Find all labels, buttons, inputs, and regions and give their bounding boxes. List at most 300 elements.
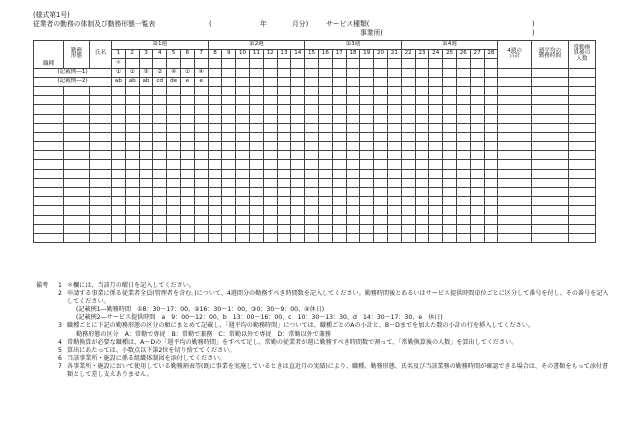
note-number <box>58 314 67 322</box>
day-cell <box>139 105 153 114</box>
day-cell <box>112 68 126 77</box>
weekday-cell <box>443 59 457 68</box>
day-cell <box>139 123 153 132</box>
day-cell <box>360 132 374 141</box>
cell-job <box>34 215 64 224</box>
day-cell <box>236 188 250 197</box>
day-label: 7 <box>199 50 203 57</box>
day-cell <box>332 206 346 215</box>
day-cell <box>167 86 181 95</box>
cell-4week-total <box>498 77 532 86</box>
week-header <box>401 41 498 50</box>
day-cell <box>236 68 250 77</box>
weekday-cell <box>332 59 346 68</box>
day-cell <box>443 224 457 233</box>
day-cell <box>180 215 194 224</box>
day-cell <box>112 233 126 242</box>
day-cell <box>484 233 498 242</box>
day-cell <box>167 233 181 242</box>
cell-work-form <box>64 188 90 197</box>
weekday-cell <box>429 59 443 68</box>
day-cell <box>429 86 443 95</box>
cell-job <box>34 188 64 197</box>
cell-fte <box>568 224 595 233</box>
day-cell <box>194 68 208 77</box>
shift-code: ① <box>129 68 135 75</box>
cell-4week-total <box>498 132 532 141</box>
day-cell <box>360 169 374 178</box>
day-cell <box>208 233 222 242</box>
day-cell <box>125 178 139 187</box>
cell-work-form <box>64 142 90 151</box>
day-cell <box>374 206 388 215</box>
day-cell <box>346 132 360 141</box>
day-cell <box>484 160 498 169</box>
day-cell <box>139 178 153 187</box>
day-number <box>346 50 360 59</box>
note-text: 申請する事業に係る従業者全員(管理者を含む。)について、4週間分の勤務すべき時間数を記入してください。勤務時間後とあるいはサービス提供時間単位ごとに区分して番号を付し、その番号を記入してください。 <box>67 290 609 306</box>
note-number <box>58 331 67 339</box>
day-cell <box>222 160 236 169</box>
day-cell <box>277 77 291 86</box>
day-cell <box>374 215 388 224</box>
day-cell <box>139 233 153 242</box>
day-cell <box>429 142 443 151</box>
day-cell <box>139 224 153 233</box>
day-cell <box>415 123 429 132</box>
day-cell <box>263 77 277 86</box>
day-cell <box>277 215 291 224</box>
cell-work-form <box>64 169 90 178</box>
day-cell <box>153 160 167 169</box>
day-cell <box>387 151 401 160</box>
cell-weekly-average <box>531 114 568 123</box>
day-cell <box>429 224 443 233</box>
day-cell <box>470 105 484 114</box>
day-cell <box>456 197 470 206</box>
day-cell <box>291 123 305 132</box>
day-cell <box>208 188 222 197</box>
day-cell <box>180 197 194 206</box>
cell-fte <box>568 132 595 141</box>
day-cell <box>153 142 167 151</box>
day-cell <box>249 114 263 123</box>
day-cell <box>153 132 167 141</box>
day-cell <box>125 132 139 141</box>
day-cell <box>112 123 126 132</box>
cell-work-form <box>64 86 90 95</box>
day-cell <box>167 188 181 197</box>
day-cell <box>139 197 153 206</box>
day-cell <box>305 224 319 233</box>
day-cell <box>236 142 250 151</box>
day-number <box>318 50 332 59</box>
day-cell <box>249 233 263 242</box>
col-fte <box>568 41 595 69</box>
cell-weekly-average <box>531 178 568 187</box>
cell-weekly-average <box>531 206 568 215</box>
shift-code: ② <box>157 68 163 75</box>
cell-work-form <box>64 151 90 160</box>
day-cell <box>263 96 277 105</box>
shift-code: e <box>199 78 203 85</box>
day-label: 2 <box>130 50 134 57</box>
cell-name <box>90 96 112 105</box>
day-cell <box>318 160 332 169</box>
day-cell <box>153 197 167 206</box>
note-text: 勤務形態の区分 A：常勤で専従 B：常勤で兼務 C：常勤以外で専従 D：常勤以外で兼務 <box>76 330 331 338</box>
shift-code: cd <box>156 78 164 85</box>
day-cell <box>194 151 208 160</box>
day-cell <box>167 151 181 160</box>
day-cell <box>194 86 208 95</box>
day-cell <box>318 105 332 114</box>
day-cell <box>429 197 443 206</box>
day-cell <box>291 206 305 215</box>
cell-4week-total <box>498 233 532 242</box>
day-label: 11 <box>252 50 260 57</box>
day-cell <box>291 151 305 160</box>
day-cell <box>429 114 443 123</box>
day-cell <box>429 96 443 105</box>
day-cell <box>456 160 470 169</box>
day-cell <box>194 178 208 187</box>
day-cell <box>180 224 194 233</box>
day-cell <box>456 86 470 95</box>
day-cell <box>167 142 181 151</box>
cell-4week-total <box>498 114 532 123</box>
day-cell <box>153 86 167 95</box>
day-number <box>167 50 181 59</box>
day-cell <box>125 169 139 178</box>
day-cell <box>222 178 236 187</box>
day-cell <box>153 96 167 105</box>
table-row <box>34 188 596 197</box>
day-cell <box>374 96 388 105</box>
cell-fte <box>568 114 595 123</box>
cell-work-form <box>64 224 90 233</box>
cell-4week-total <box>498 178 532 187</box>
day-cell <box>360 151 374 160</box>
weekday-cell <box>484 59 498 68</box>
day-cell <box>346 224 360 233</box>
table-row <box>34 197 596 206</box>
day-cell <box>222 224 236 233</box>
cell-name <box>90 142 112 151</box>
day-cell <box>153 188 167 197</box>
day-cell <box>318 123 332 132</box>
day-cell <box>470 206 484 215</box>
cell-text: 形態 <box>70 53 83 60</box>
day-cell <box>318 68 332 77</box>
day-cell <box>277 197 291 206</box>
day-cell <box>180 188 194 197</box>
day-cell <box>387 224 401 233</box>
day-cell <box>360 233 374 242</box>
day-cell <box>305 215 319 224</box>
day-label: 27 <box>473 50 481 57</box>
day-cell <box>401 233 415 242</box>
week-label: 第3週 <box>345 41 361 48</box>
day-cell <box>167 169 181 178</box>
cell-work-form <box>64 96 90 105</box>
day-cell <box>180 206 194 215</box>
day-cell <box>208 132 222 141</box>
day-cell <box>208 206 222 215</box>
day-cell <box>180 77 194 86</box>
day-label: 28 <box>487 50 495 57</box>
day-cell <box>194 142 208 151</box>
shift-code: e <box>185 78 190 85</box>
day-cell <box>346 151 360 160</box>
day-cell <box>374 86 388 95</box>
day-cell <box>139 169 153 178</box>
cell-text: 常勤換 <box>573 44 591 51</box>
day-cell <box>484 151 498 160</box>
note-text: 当該事業所・施設に係る組織体制図を添付してください。 <box>67 354 226 362</box>
day-cell <box>153 123 167 132</box>
day-cell <box>291 233 305 242</box>
day-cell <box>456 169 470 178</box>
day-cell <box>429 169 443 178</box>
day-cell <box>277 169 291 178</box>
day-cell <box>277 142 291 151</box>
cell-weekly-average <box>531 233 568 242</box>
day-cell <box>222 142 236 151</box>
weekday-cell <box>305 59 319 68</box>
day-cell <box>374 188 388 197</box>
shift-code: de <box>170 78 178 85</box>
day-cell <box>180 160 194 169</box>
day-cell <box>332 96 346 105</box>
day-cell <box>153 68 167 77</box>
day-cell <box>318 86 332 95</box>
day-cell <box>263 68 277 77</box>
day-cell <box>194 160 208 169</box>
day-cell <box>249 215 263 224</box>
day-cell <box>387 86 401 95</box>
day-cell <box>429 77 443 86</box>
day-number <box>401 50 415 59</box>
day-cell <box>125 105 139 114</box>
day-cell <box>360 105 374 114</box>
day-cell <box>249 68 263 77</box>
day-cell <box>125 233 139 242</box>
day-cell <box>153 233 167 242</box>
day-cell <box>167 206 181 215</box>
day-cell <box>208 224 222 233</box>
day-cell <box>415 151 429 160</box>
day-cell <box>236 151 250 160</box>
day-cell <box>415 86 429 95</box>
note-number <box>58 306 67 314</box>
cell-name <box>90 114 112 123</box>
day-cell <box>125 114 139 123</box>
day-cell <box>332 132 346 141</box>
day-cell <box>443 86 457 95</box>
cell-name <box>90 123 112 132</box>
weekday-cell <box>374 59 388 68</box>
day-cell <box>291 77 305 86</box>
cell-fte <box>568 151 595 160</box>
day-cell <box>277 96 291 105</box>
day-cell <box>249 188 263 197</box>
day-cell <box>387 178 401 187</box>
day-cell <box>415 197 429 206</box>
cell-text: 勤務時間 <box>538 53 562 60</box>
day-cell <box>153 105 167 114</box>
shift-code: ab <box>142 78 150 85</box>
shift-code: ① <box>184 68 190 75</box>
day-cell <box>249 206 263 215</box>
day-cell <box>112 105 126 114</box>
day-cell <box>346 169 360 178</box>
weekday-cell <box>277 59 291 68</box>
day-cell <box>249 123 263 132</box>
day-cell <box>112 86 126 95</box>
day-cell <box>401 215 415 224</box>
day-cell <box>291 68 305 77</box>
day-cell <box>346 77 360 86</box>
day-cell <box>401 142 415 151</box>
day-cell <box>456 224 470 233</box>
day-cell <box>415 233 429 242</box>
day-cell <box>415 188 429 197</box>
cell-name <box>90 197 112 206</box>
day-cell <box>249 178 263 187</box>
cell-work-form <box>64 160 90 169</box>
day-cell <box>194 132 208 141</box>
weekday-cell <box>125 59 139 68</box>
day-cell <box>291 224 305 233</box>
day-number <box>470 50 484 59</box>
day-cell <box>415 68 429 77</box>
cell-fte <box>568 169 595 178</box>
day-cell <box>387 206 401 215</box>
day-cell <box>332 160 346 169</box>
day-cell <box>277 233 291 242</box>
day-cell <box>277 151 291 160</box>
day-cell <box>443 123 457 132</box>
day-cell <box>360 77 374 86</box>
cell-work-form <box>64 178 90 187</box>
day-cell <box>139 160 153 169</box>
day-cell <box>429 151 443 160</box>
page-title: 従業者の勤務の体制及び勤務形態一覧表 <box>33 20 156 28</box>
cell-weekly-average <box>531 96 568 105</box>
day-cell <box>374 114 388 123</box>
day-cell <box>387 96 401 105</box>
day-cell <box>263 206 277 215</box>
day-cell <box>456 178 470 187</box>
cell-job <box>34 169 64 178</box>
day-cell <box>180 68 194 77</box>
week-header <box>112 41 209 50</box>
table-row <box>34 233 596 242</box>
day-cell <box>318 114 332 123</box>
day-cell <box>263 188 277 197</box>
cell-name <box>90 160 112 169</box>
day-label: 17 <box>335 50 343 57</box>
day-cell <box>443 160 457 169</box>
weekday-cell <box>194 59 208 68</box>
cell-name <box>90 188 112 197</box>
day-cell <box>456 215 470 224</box>
note-item <box>58 282 611 290</box>
day-cell <box>194 123 208 132</box>
week-header <box>305 41 402 50</box>
weekday-cell <box>236 59 250 68</box>
day-cell <box>194 96 208 105</box>
day-number <box>208 50 222 59</box>
service-type-close: ) <box>532 20 535 28</box>
day-cell <box>167 123 181 132</box>
day-cell <box>401 114 415 123</box>
weekday-cell <box>112 59 126 68</box>
day-cell <box>277 68 291 77</box>
cell-work-form <box>64 233 90 242</box>
day-cell <box>429 68 443 77</box>
shift-code: ① <box>115 68 121 75</box>
day-cell <box>139 188 153 197</box>
day-cell <box>236 105 250 114</box>
day-cell <box>374 224 388 233</box>
day-cell <box>112 151 126 160</box>
day-cell <box>429 215 443 224</box>
day-cell <box>180 151 194 160</box>
day-number <box>429 50 443 59</box>
day-cell <box>387 105 401 114</box>
day-cell <box>139 114 153 123</box>
shift-code: ab <box>114 78 122 85</box>
day-cell <box>374 169 388 178</box>
day-cell <box>291 197 305 206</box>
day-cell <box>194 188 208 197</box>
day-cell <box>401 160 415 169</box>
day-cell <box>387 68 401 77</box>
cell-name <box>90 215 112 224</box>
col-weekly-average <box>531 41 568 69</box>
cell-fte <box>568 96 595 105</box>
day-cell <box>318 169 332 178</box>
note-number: 6 <box>58 354 62 362</box>
day-number <box>139 50 153 59</box>
day-cell <box>470 114 484 123</box>
day-cell <box>484 68 498 77</box>
day-cell <box>318 77 332 86</box>
day-cell <box>180 169 194 178</box>
day-number <box>360 50 374 59</box>
day-cell <box>346 206 360 215</box>
day-cell <box>263 160 277 169</box>
day-cell <box>194 224 208 233</box>
day-cell <box>167 197 181 206</box>
shift-code: ④ <box>171 68 177 75</box>
cell-work-form <box>64 105 90 114</box>
office-close: ) <box>532 29 535 37</box>
day-cell <box>277 132 291 141</box>
day-cell <box>112 77 126 86</box>
table-row <box>34 206 596 215</box>
day-cell <box>470 96 484 105</box>
col-work-form <box>64 41 90 69</box>
cell-job <box>34 86 64 95</box>
day-cell <box>249 169 263 178</box>
day-label: 18 <box>349 50 357 57</box>
day-cell <box>332 233 346 242</box>
day-cell <box>263 224 277 233</box>
day-cell <box>360 142 374 151</box>
